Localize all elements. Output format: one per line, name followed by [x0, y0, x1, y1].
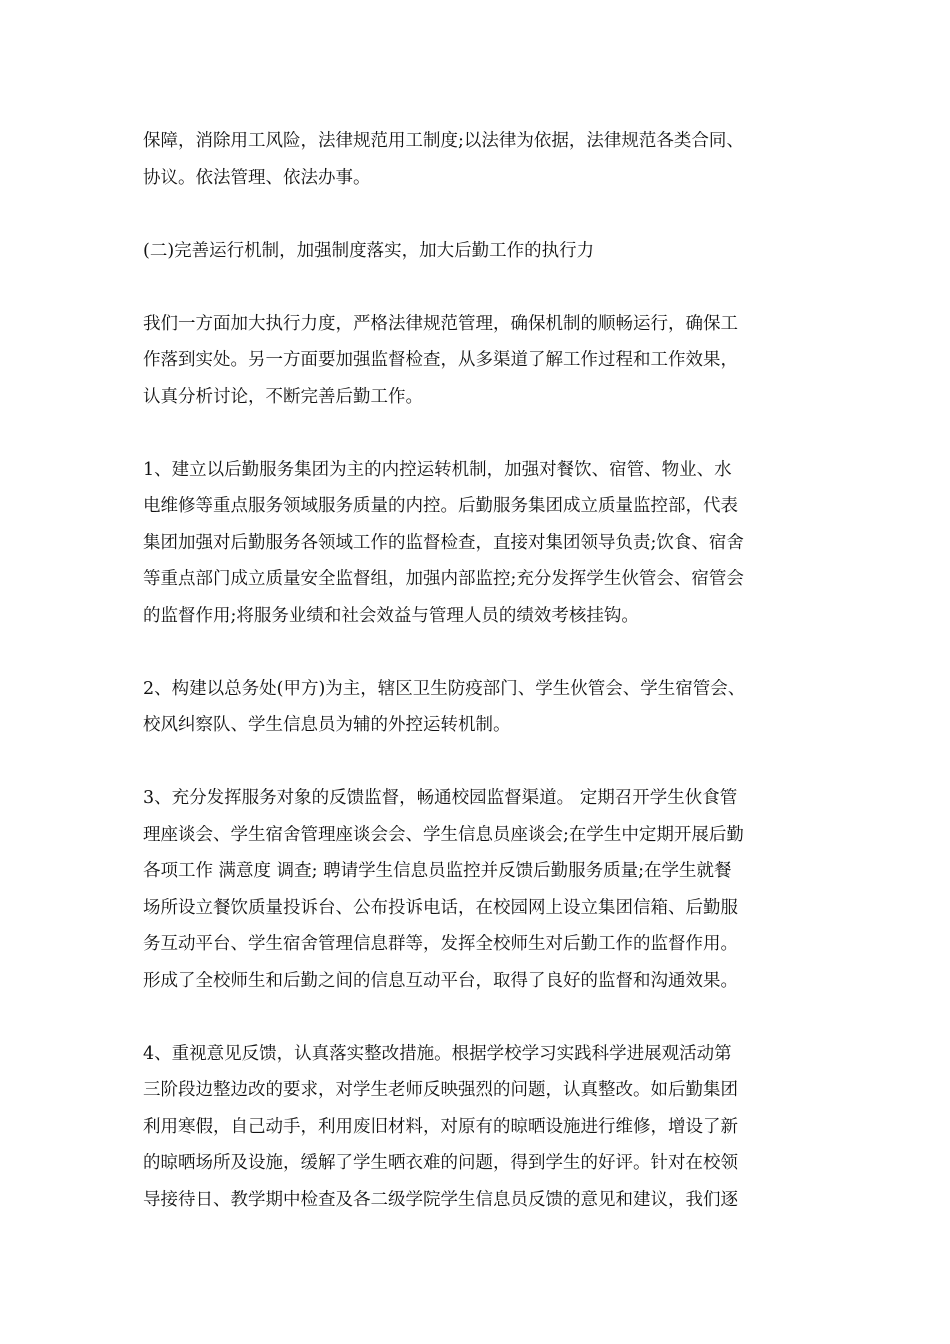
paragraph-gap: [143, 415, 813, 452]
text-line: 各项工作 满意度 调查; 聘请学生信息员监控并反馈后勤服务质量;在学生就餐: [143, 861, 732, 881]
text-line: 作落到实处。另一方面要加强监督检查，从多渠道了解工作过程和工作效果，: [143, 350, 738, 370]
text-line: 利用寒假，自己动手，利用废旧材料，对原有的晾晒设施进行维修，增设了新: [143, 1116, 738, 1137]
text-line: 认真分析讨论，不断完善后勤工作。: [143, 386, 423, 407]
text-line: 保障，消除用工风险，法律规范用工制度;以法律为依据，法律规范各类合同、: [143, 131, 744, 151]
paragraph-gap: [143, 999, 813, 1036]
text-line: 的监督作用;将服务业绩和社会效益与管理人员的绩效考核挂钩。: [143, 605, 639, 626]
text-line: 2、构建以总务处(甲方)为主，辖区卫生防疫部门、学生伙管会、学生宿管会、: [143, 678, 746, 699]
paragraph-item-4: [143, 1036, 813, 1219]
paragraph-intro: [143, 306, 813, 416]
paragraph-item-1: [143, 452, 813, 635]
text-line: 3、充分发挥服务对象的反馈监督，畅通校园监督渠道。 定期召开学生伙食管: [143, 788, 738, 808]
text-line: 电维修等重点服务领域服务质量的内控。后勤服务集团成立质量监控部，代表: [143, 496, 738, 516]
paragraph-item-2: [143, 671, 813, 744]
section-heading: [143, 233, 813, 270]
paragraph-legal-protection: [143, 123, 813, 196]
paragraph-item-3: [143, 780, 813, 999]
text-line: 等重点部门成立质量安全监督组，加强内部监控;充分发挥学生伙管会、宿管会: [143, 569, 744, 589]
text-line: 形成了全校师生和后勤之间的信息互动平台，取得了良好的监督和沟通效果。: [143, 970, 738, 991]
text-line: 务互动平台、学生宿舍管理信息群等，发挥全校师生对后勤工作的监督作用。: [143, 934, 738, 954]
text-line: 校风纠察队、学生信息员为辅的外控运转机制。: [143, 715, 511, 735]
paragraph-gap: [143, 269, 813, 306]
text-line: 我们一方面加大执行力度，严格法律规范管理，确保机制的顺畅运行，确保工: [143, 313, 738, 334]
paragraph-gap: [143, 196, 813, 233]
text-line: 的晾晒场所及设施，缓解了学生晒衣难的问题，得到学生的好评。针对在校领: [143, 1153, 738, 1173]
text-line: 集团加强对后勤服务各领域工作的监督检查，直接对集团领导负责;饮食、宿舍: [143, 532, 744, 553]
text-line: 4、重视意见反馈，认真落实整改措施。根据学校学习实践科学进展观活动第: [143, 1043, 732, 1064]
text-line: 导接待日、教学期中检查及各二级学院学生信息员反馈的意见和建议，我们逐: [143, 1189, 738, 1210]
heading-line: (二)完善运行机制，加强制度落实，加大后勤工作的执行力: [143, 240, 595, 261]
text-line: 三阶段边整边改的要求，对学生老师反映强烈的问题，认真整改。如后勤集团: [143, 1080, 738, 1100]
text-line: 1、建立以后勤服务集团为主的内控运转机制，加强对餐饮、宿管、物业、水: [143, 459, 732, 480]
text-line: 理座谈会、学生宿舍管理座谈会会、学生信息员座谈会;在学生中定期开展后勤: [143, 824, 744, 845]
paragraph-gap: [143, 634, 813, 671]
text-line: 协议。依法管理、依法办事。: [143, 167, 371, 188]
document-body: [143, 123, 813, 1218]
text-line: 场所设立餐饮质量投诉台、公布投诉电话，在校园网上设立集团信箱、后勤服: [143, 897, 738, 918]
paragraph-gap: [143, 744, 813, 781]
